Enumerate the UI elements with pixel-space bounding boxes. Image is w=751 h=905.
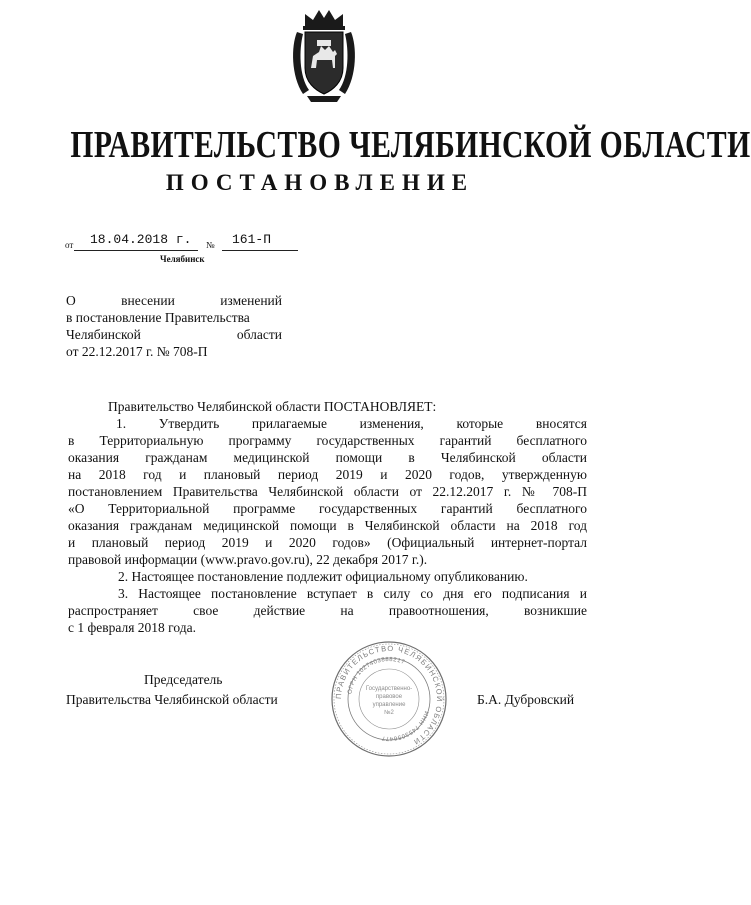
subject-line: от 22.12.2017 г. № 708-П [66,344,208,359]
body-line: оказания гражданам медицинской помощи в Челябинской области на 2018 год [68,518,587,533]
body-line: распространяет свое действие на правоотношения, возникшие [68,603,587,618]
document-type: ПОСТАНОВЛЕНИЕ [165,170,475,195]
paragraph-1 [68,415,587,568]
body-line: в Территориальную программу государственных гарантий бесплатного [68,433,587,448]
body-line: на 2018 год и плановый период 2019 и 2020 годов, утвержденную [68,467,587,482]
city: Челябинск [160,254,205,264]
seal-center-line: управление [372,702,406,708]
government-title: ПРАВИТЕЛЬСТВО ЧЕЛЯБИНСКОЙ ОБЛАСТИ [70,124,751,166]
document-subject [66,292,282,360]
document-body [68,398,587,636]
number-underline [222,250,298,251]
seal-center-line: Государственно- [365,686,413,692]
body-line: «О Территориальной программе государственных гарантий бесплатного [68,501,587,516]
document-date: 18.04.2018 г. [90,232,192,247]
signer-name: Б.А. Дубровский [477,692,575,707]
body-line: и плановый период 2019 и 2020 годов» (Официальный интернет-портал [68,535,587,550]
subject-line: О внесении изменений [66,293,282,308]
signer-title-line1: Председатель [144,672,223,687]
subject-line: Челябинской области [66,327,282,342]
seal-inn: ИНН 7453056477 [381,710,429,742]
seal-center-line: правовое [375,694,403,700]
paragraph-2: 2. Настоящее постановление подлежит официальному опубликованию. [118,569,528,584]
official-seal-icon [330,640,448,758]
subject-line: в постановление Правительства [66,310,250,325]
body-line: правовой информации (www.pravo.gov.ru), 22 декабря 2017 г.). [68,552,428,567]
document-number: 161-П [232,232,272,247]
coat-of-arms-icon [291,6,357,106]
body-line: 1. Утвердить прилагаемые изменения, которые вносятся [116,416,587,431]
body-line: оказания гражданам медицинской помощи в Челябинской области [68,450,587,465]
intro-paragraph: Правительство Челябинской области ПОСТАНОВЛЯЕТ: [108,399,437,414]
body-line: с 1 февраля 2018 года. [68,620,196,635]
body-line: постановлением Правительства Челябинской области от 22.12.2017 г. № 708-П [68,484,587,499]
seal-center-line: №2 [384,710,394,716]
date-underline [74,250,198,251]
number-prefix: № [206,240,215,250]
date-prefix: от [65,240,74,250]
paragraph-3 [68,585,587,636]
seal-outer-text: ПРАВИТЕЛЬСТВО ЧЕЛЯБИНСКОЙ ОБЛАСТИ [333,643,445,747]
body-line: 3. Настоящее постановление вступает в силу со дня его подписания и [118,586,587,601]
seal-ogrn: ОГРН 1027403888217 [347,656,406,695]
signer-title-line2: Правительства Челябинской области [66,692,278,707]
